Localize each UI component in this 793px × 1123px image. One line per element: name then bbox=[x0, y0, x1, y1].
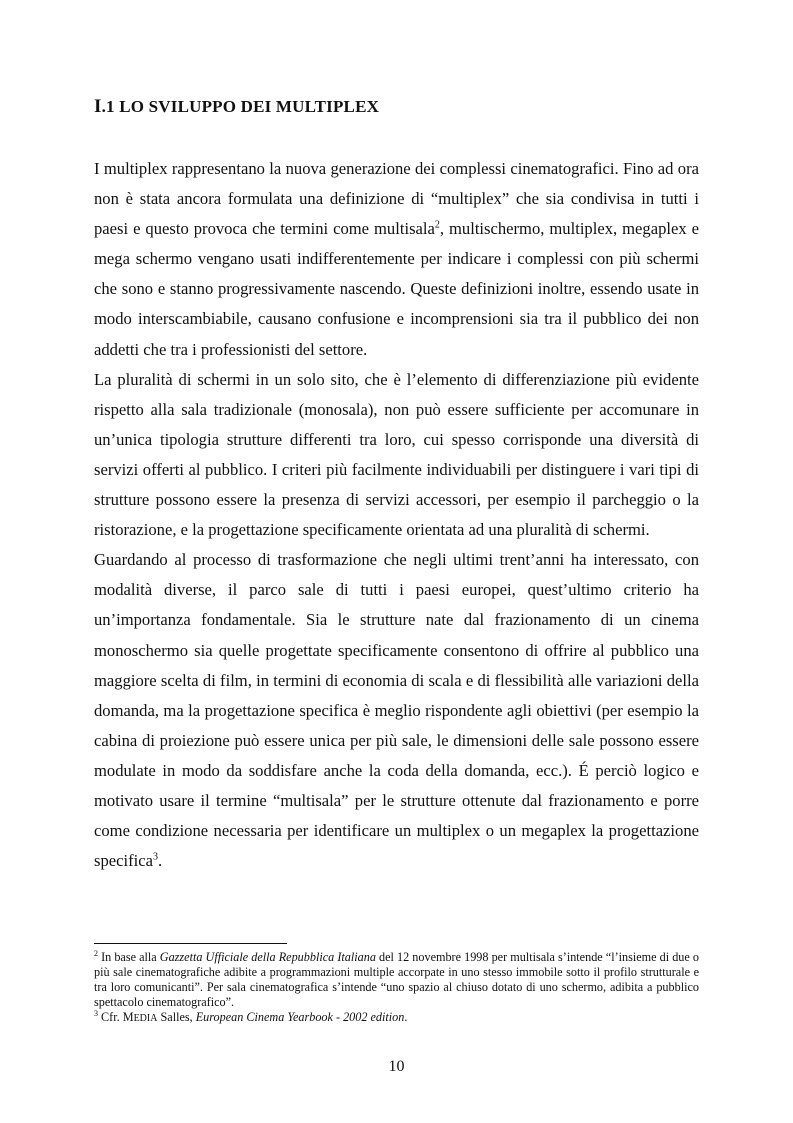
footnote-ref-2[interactable]: 2 bbox=[434, 219, 440, 231]
footnote-3-text-c: . bbox=[404, 1010, 408, 1024]
paragraph-3-part-b: . bbox=[157, 851, 163, 871]
footnote-2-number: 2 bbox=[94, 948, 98, 958]
heading-text: .1 LO SVILUPPO DEI MULTIPLEX bbox=[101, 97, 380, 116]
paragraph-1-part-a: I multiplex rappresentano la nuova generazione dei complessi cinematografici. Fino ad ora non è stata ancora formulata una definizione di “multiplex” che sia condivisa in tutti i paesi e questo provoca che termini come multisala bbox=[94, 159, 699, 239]
paragraph-3 bbox=[94, 545, 699, 876]
footnote-divider bbox=[94, 943, 287, 944]
paragraph-1-part-b: , multischermo, multiplex, megaplex e mega schermo vengano usati indifferentemente per indicare i complessi con più schermi che sono e stanno progressivamente nascendo. Queste definizioni inoltre, essendo usate in modo interscambiabile, causano confusione e incomprensioni sia tra il pubblico dei non addetti che tra i professionisti del settore. bbox=[94, 219, 699, 359]
footnote-3-smallcaps: EDIA bbox=[133, 1013, 158, 1024]
footnote-ref-3[interactable]: 3 bbox=[152, 851, 158, 863]
body-text bbox=[94, 154, 699, 876]
footnote-2-italic: Gazzetta Ufficiale della Repubblica Italiana bbox=[159, 950, 376, 964]
page-number: 10 bbox=[388, 1058, 405, 1075]
footnote-3-italic: European Cinema Yearbook - 2002 edition bbox=[195, 1010, 405, 1024]
footnote-3-text-b: Salles, bbox=[157, 1010, 196, 1024]
footnote-2-text-a: In base alla bbox=[98, 950, 160, 964]
footnote-3 bbox=[94, 1010, 699, 1026]
footnote-3-number: 3 bbox=[94, 1008, 98, 1018]
paragraph-3-part-a: Guardando al processo di trasformazione che negli ultimi trent’anni ha interessato, con modalità diverse, il parco sale di tutti i paesi europei, quest’ultimo criterio ha un’importanza fondamentale. Sia le strutture nate dal frazionamento di un cinema monoschermo sia quelle progettate specificamente consentono di offrire al pubblico una maggiore scelta di film, in termini di economia di scala e di flessibilità alle variazioni della domanda, ma la progettazione specifica è meglio rispondente agli obiettivi (per esempio la cabina di proiezione può essere unica per più sale, le dimensioni delle sale possono essere modulate in modo da soddisfare anche la coda della domanda, ecc.). É perciò logico e motivato usare il termine “multisala” per le strutture ottenute dal frazionamento e porre come condizione necessaria per identificare un multiplex o un megaplex la progettazione specifica bbox=[94, 550, 699, 871]
paragraph-2: La pluralità di schermi in un solo sito, che è l’elemento di differenziazione più evidente rispetto alla sala tradizionale (monosala), non può essere sufficiente per accomunare in un’unica tipologia strutture differenti tra loro, cui spesso corrisponde una diversità di servizi offerti al pubblico. I criteri più facilmente individuabili per distinguere i vari tipi di strutture possono essere la presenza di servizi accessori, per esempio il parcheggio o la ristorazione, e la progettazione specificamente orientata ad una pluralità di schermi. bbox=[94, 369, 699, 540]
footnote-3-text-a: Cfr. M bbox=[98, 1010, 134, 1024]
heading-initial: I bbox=[94, 96, 102, 117]
footnotes bbox=[94, 950, 699, 1026]
paragraph-1 bbox=[94, 154, 699, 365]
section-heading bbox=[94, 96, 379, 118]
footnote-2-text-b: del 12 novembre 1998 per multisala s’intende “l’insieme di due o più sale cinematografiche adibite a programmazioni multiple accorpate in uno stesso immobile sotto il profilo strutturale e tra loro comunicanti”. Per sala cinematografica s’intende “uno spazio al chiuso dotato di uno schermo, adibita a pubblico spettacolo cinematografico”. bbox=[94, 950, 699, 1009]
footnote-2 bbox=[94, 950, 699, 1010]
